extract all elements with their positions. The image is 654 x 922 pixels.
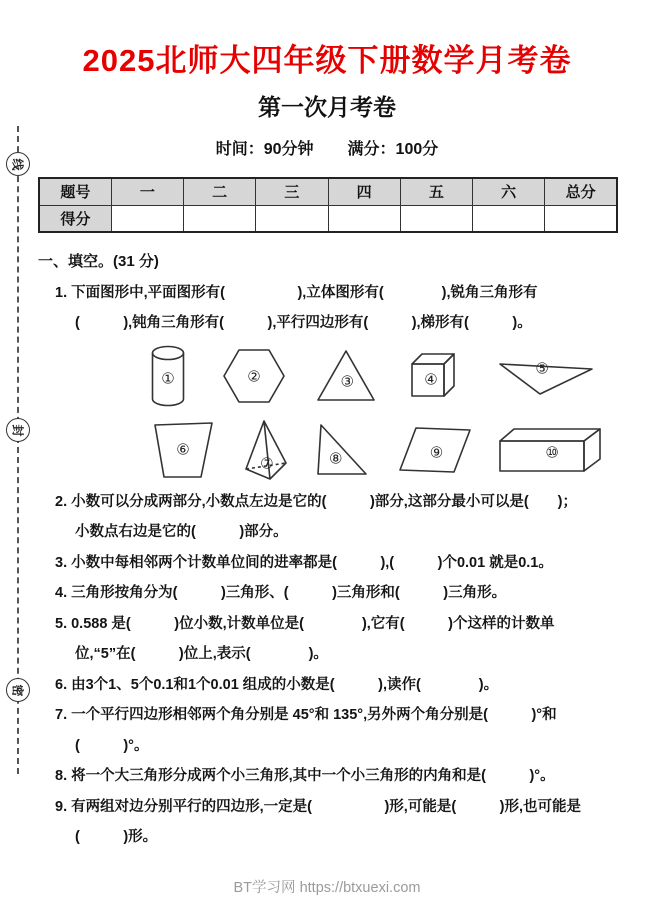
full-score-label: 满分：100分: [347, 141, 439, 158]
score-cell: [328, 205, 400, 232]
score-table-header-cell: 题号: [39, 178, 111, 205]
cylinder-shape: [150, 344, 186, 408]
score-table-header-cell: 一: [111, 178, 183, 205]
obtuse-triangle-shape: [498, 356, 594, 396]
question-2-line: 2. 小数可以分成两部分,小数点左边是它的( )部分,这部分最小可以是( )；: [55, 493, 577, 510]
shape-number-label: ⑧: [329, 450, 343, 468]
question-3-line: 3. 小数中每相邻两个计数单位间的进率都是( ),( )个0.01 就是0.1。: [55, 554, 553, 571]
score-table-header-cell: 四: [328, 178, 400, 205]
shape-number-label: ⑤: [535, 360, 549, 378]
score-cell: [545, 205, 617, 232]
question-9-line: ( )形。: [75, 829, 158, 845]
seal-dashed-line: [17, 126, 19, 774]
page-title: 2025北师大四年级下册数学月考卷: [82, 43, 572, 78]
question-7-line: ( )°。: [75, 737, 149, 754]
question-5-line: 位,“5”在( )位上,表示( )。: [75, 646, 328, 662]
exam-body: [38, 247, 642, 853]
score-cell: [256, 205, 328, 232]
shape-number-label: ⑩: [545, 444, 559, 462]
score-cell: [473, 205, 545, 232]
score-table-score-row: [39, 205, 617, 232]
score-cell: [184, 205, 256, 232]
question-9-line: 9. 有两组对边分别平行的四边形,一定是( )形,可能是( )形,也可能是: [55, 798, 582, 815]
question-5-line: 5. 0.588 是( )位小数,计数单位是( ),它有( )个这样的计数单: [55, 615, 555, 632]
score-table-header-cell: 总分: [545, 178, 617, 205]
cube-shape: [408, 350, 458, 402]
question-7-line: 7. 一个平行四边形相邻两个角分别是 45°和 135°,另外两个角分别是( )°和: [55, 707, 557, 723]
shapes-row-1: [38, 339, 642, 413]
shape-number-label: ⑦: [260, 455, 274, 473]
exam-subtitle: 第一次月考卷: [258, 94, 396, 120]
question-1-line: 1. 下面图形中,平面图形有( ),立体图形有( ),锐角三角形有: [55, 284, 538, 301]
score-cell: [400, 205, 472, 232]
score-table-header-cell: 二: [184, 178, 256, 205]
section-heading: 一、填空。(31 分): [38, 253, 159, 270]
shape-number-label: ⑨: [429, 444, 444, 462]
score-table-header-row: [39, 178, 617, 205]
shape-number-label: ③: [340, 373, 354, 391]
site-watermark: BT学习网 https://btxuexi.com: [233, 880, 421, 896]
question-6-line: 6. 由3个1、5个0.1和1个0.01 组成的小数是( ),读作( )。: [55, 676, 499, 693]
score-table-header-cell: 三: [256, 178, 328, 205]
shapes-row-2: [38, 413, 642, 487]
seal-mark-icon: [6, 678, 30, 702]
acute-triangle-shape: [316, 349, 376, 403]
shape-number-label: ④: [424, 371, 438, 389]
shape-number-label: ⑥: [176, 441, 190, 458]
score-cell: [111, 205, 183, 232]
score-table-header-cell: 五: [400, 178, 472, 205]
score-table-header-cell: 六: [473, 178, 545, 205]
shape-number-label: ①: [161, 370, 175, 388]
question-8-line: 8. 将一个大三角形分成两个小三角形,其中一个小三角形的内角和是( )°。: [55, 768, 555, 784]
question-1-line: ( ),钝角三角形有( ),平行四边形有( ),梯形有( )。: [75, 315, 532, 331]
seal-mark-label: 封: [10, 423, 25, 437]
seal-mark-icon: [6, 418, 30, 442]
exam-meta: [0, 136, 654, 159]
pyramid-shape: [244, 419, 288, 481]
seal-mark-icon: [6, 152, 30, 176]
shape-number-label: ②: [247, 368, 261, 386]
question-4-line: 4. 三角形按角分为( )三角形、( )三角形和( )三角形。: [55, 585, 507, 601]
time-limit-label: 时间：90分钟: [215, 141, 314, 158]
seal-mark-label: 线: [10, 157, 25, 171]
score-row-label: 得分: [39, 205, 111, 232]
score-table: [38, 177, 618, 233]
parallelogram-shape: [398, 426, 472, 474]
cuboid-shape: [498, 427, 602, 473]
right-triangle-shape: [316, 423, 368, 477]
trapezoid-shape: [150, 421, 216, 479]
question-2-line: 小数点右边是它的( )部分。: [75, 524, 288, 540]
hexagon-shape: [222, 348, 286, 404]
seal-mark-label: 密: [10, 683, 25, 697]
